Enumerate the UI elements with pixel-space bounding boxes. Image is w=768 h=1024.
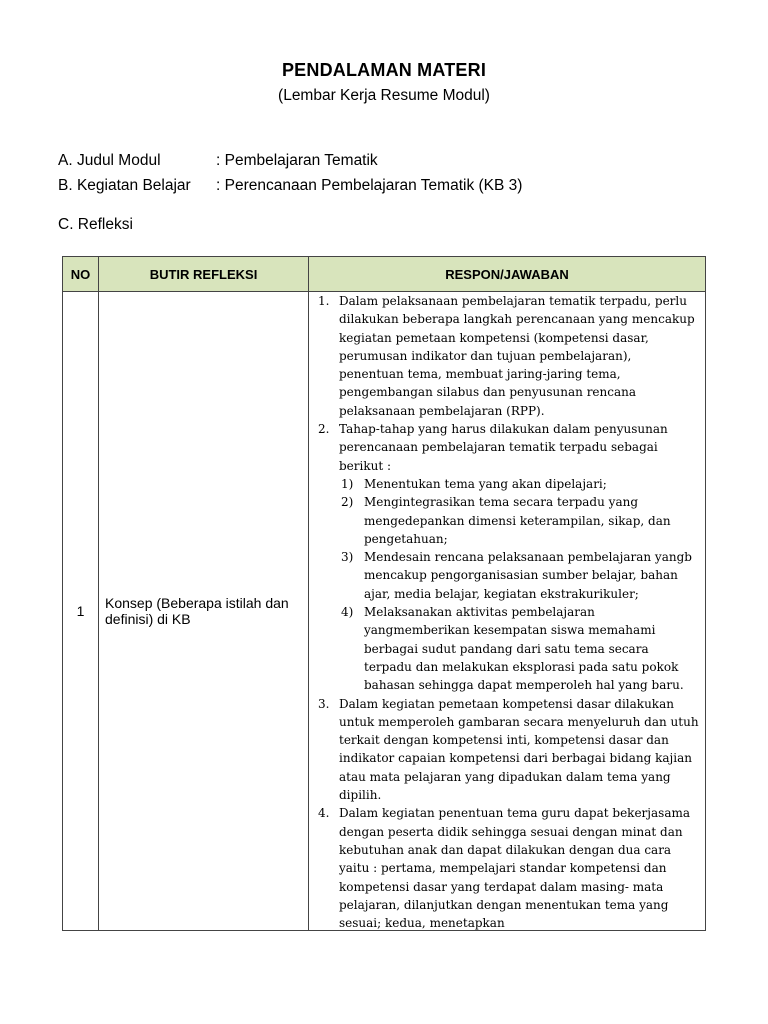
learning-activity-line <box>58 177 522 195</box>
module-title-value: : Pembelajaran Tematik <box>216 152 378 169</box>
reflection-label: C. Refleksi <box>58 216 133 233</box>
list-item <box>314 292 699 420</box>
header-no: NO <box>63 257 99 292</box>
list-item-number: 2. <box>318 422 330 437</box>
learning-activity-label: B. Kegiatan Belajar <box>58 177 191 194</box>
sub-item-text: Melaksanakan aktivitas pembelajaran yangmemberikan kesempatan siswa memahami berbagai sudut pandang dari satu tema secara terpadu dan melakukan eksplorasi pada satu pokok bahasan sehingga dapat memperoleh hal yang baru. <box>364 605 684 693</box>
list-item-number: 1. <box>318 294 330 308</box>
list-item <box>314 804 699 930</box>
sub-list-item <box>341 475 699 493</box>
list-item-text: Tahap-tahap yang harus dilakukan dalam penyusunan perencanaan pembelajaran tematik terpadu sebagai berikut : <box>339 422 668 473</box>
sub-list-item <box>341 548 699 603</box>
table-row <box>63 292 706 931</box>
list-item <box>314 695 699 805</box>
reflection-item: Konsep (Beberapa istilah dan definisi) di KB <box>99 292 309 931</box>
sub-list <box>339 475 699 695</box>
response-list <box>314 292 699 930</box>
reflection-table <box>62 256 706 931</box>
header-butir-refleksi: BUTIR REFLEKSI <box>99 257 309 292</box>
list-item-text: Dalam kegiatan penentuan tema guru dapat bekerjasama dengan peserta didik sehingga sesuai dengan minat dan kebutuhan anak dan dapat dilakukan dengan dua cara yaitu : pertama, mempelajari standar kompetensi dan kompetensi dasar yang terdapat dalam masing- mata pelajaran, dilanjutkan dengan menentukan tema yang sesuai; kedua, menetapkan <box>339 806 690 930</box>
response-cell <box>309 292 706 931</box>
sub-item-text: Mendesain rencana pelaksanaan pembelajaran yangb mencakup pengorganisasian sumber belajar, bahan ajar, media belajar, kegiatan ekstrakurikuler; <box>364 550 692 601</box>
list-item-number: 4. <box>318 806 330 821</box>
sub-item-number: 4) <box>341 605 354 620</box>
sub-item-text: Mengintegrasikan tema secara terpadu yang mengedepankan dimensi keterampilan, sikap, dan pengetahuan; <box>364 495 671 546</box>
sub-item-number: 3) <box>341 550 354 565</box>
list-item <box>314 420 699 694</box>
sub-item-text: Menentukan tema yang akan dipelajari; <box>364 476 607 491</box>
row-number: 1 <box>63 292 99 931</box>
list-item-text: Dalam kegiatan pemetaan kompetensi dasar dilakukan untuk memperoleh gambaran secara menyeluruh dan utuh terkait dengan kompetensi inti, kompetensi dasar dan indikator capaian kompetensi dari berbagai bidang kajian atau mata pelajaran yang dipadukan dalam tema yang dipilih. <box>339 696 699 803</box>
page-subtitle: (Lembar Kerja Resume Modul) <box>278 87 490 104</box>
list-item-number: 3. <box>318 696 330 711</box>
learning-activity-value: : Perencanaan Pembelajaran Tematik (KB 3) <box>216 177 523 194</box>
list-item-text: Dalam pelaksanaan pembelajaran tematik terpadu, perlu dilakukan beberapa langkah perencanaan yang mencakup kegiatan pemetaan kompetensi (kompetensi dasar, perumusan indikator dan tujuan pembelajaran), penentuan tema, membuat jaring-jaring tema, pengembangan silabus dan penyusunan rencana pelaksanaan pembelajaran (RPP). <box>339 294 695 418</box>
header-respon-jawaban: RESPON/JAWABAN <box>309 257 706 292</box>
sub-list-item <box>341 493 699 548</box>
table-header-row <box>63 257 706 292</box>
module-title-label: A. Judul Modul <box>58 152 161 169</box>
sub-list-item <box>341 603 699 694</box>
response-text <box>314 292 699 930</box>
module-title-line <box>58 152 378 170</box>
sub-item-number: 2) <box>341 495 354 510</box>
page-title: PENDALAMAN MATERI <box>281 60 487 80</box>
sub-item-number: 1) <box>341 476 354 491</box>
